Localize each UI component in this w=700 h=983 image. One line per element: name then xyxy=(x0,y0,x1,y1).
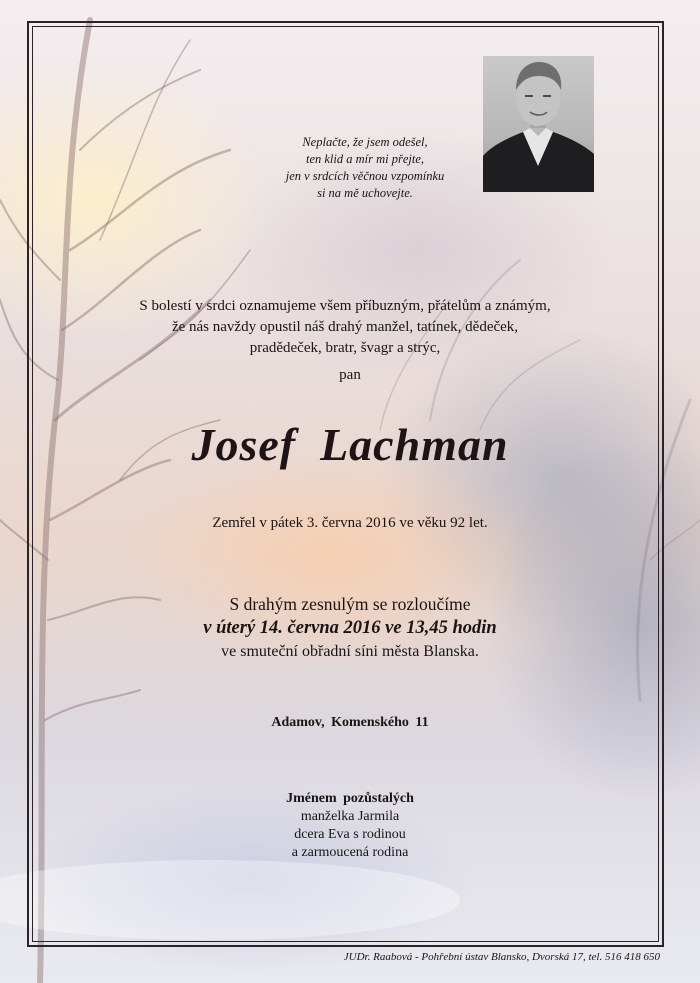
survivors-block xyxy=(60,790,640,862)
farewell-intro: S drahým zesnulým se rozloučíme xyxy=(229,594,471,614)
farewell-block xyxy=(60,592,640,664)
survivor-member: dcera Eva s rodinou xyxy=(294,827,406,842)
farewell-place: ve smuteční obřadní síni města Blanska. xyxy=(221,643,479,660)
portrait-photo xyxy=(483,56,594,192)
poem-line: Neplačte, že jsem odešel, xyxy=(302,135,428,149)
announcement-line: S bolestí v srdci oznamujeme všem příbuzným, přátelům a známým, xyxy=(139,298,551,314)
farewell-datetime: v úterý 14. června 2016 ve 13,45 hodin xyxy=(203,618,497,638)
death-info: Zemřel v pátek 3. června 2016 ve věku 92 let. xyxy=(212,515,488,531)
deceased-last-name: Lachman xyxy=(320,419,509,470)
deceased-first-name: Josef xyxy=(191,419,297,470)
memorial-poem xyxy=(255,134,475,202)
salutation: pan xyxy=(339,367,361,383)
survivor-member: manželka Jarmila xyxy=(300,809,400,824)
announcement-line: že nás navždy opustil náš drahý manžel, tatínek, dědeček, xyxy=(171,319,519,335)
deceased-name xyxy=(60,418,640,471)
survivors-heading: Jménem pozůstalých xyxy=(286,791,414,806)
poem-line: ten klid a mír mi přejte, xyxy=(305,152,425,166)
survivor-member: a zarmoucená rodina xyxy=(291,845,409,860)
poem-line: si na mě uchovejte. xyxy=(317,186,413,200)
portrait-silhouette xyxy=(483,56,594,192)
announcement-text xyxy=(60,296,630,359)
announcement-line: pradědeček, bratr, švagr a strýc, xyxy=(249,340,441,356)
poem-line: jen v srdcích věčnou vzpomínku xyxy=(285,169,445,183)
funeral-home-footer: JUDr. Raabová - Pohřební ústav Blansko, Dvorská 17, tel. 516 418 650 xyxy=(343,951,660,963)
family-address: Adamov, Komenského 11 xyxy=(271,715,429,730)
